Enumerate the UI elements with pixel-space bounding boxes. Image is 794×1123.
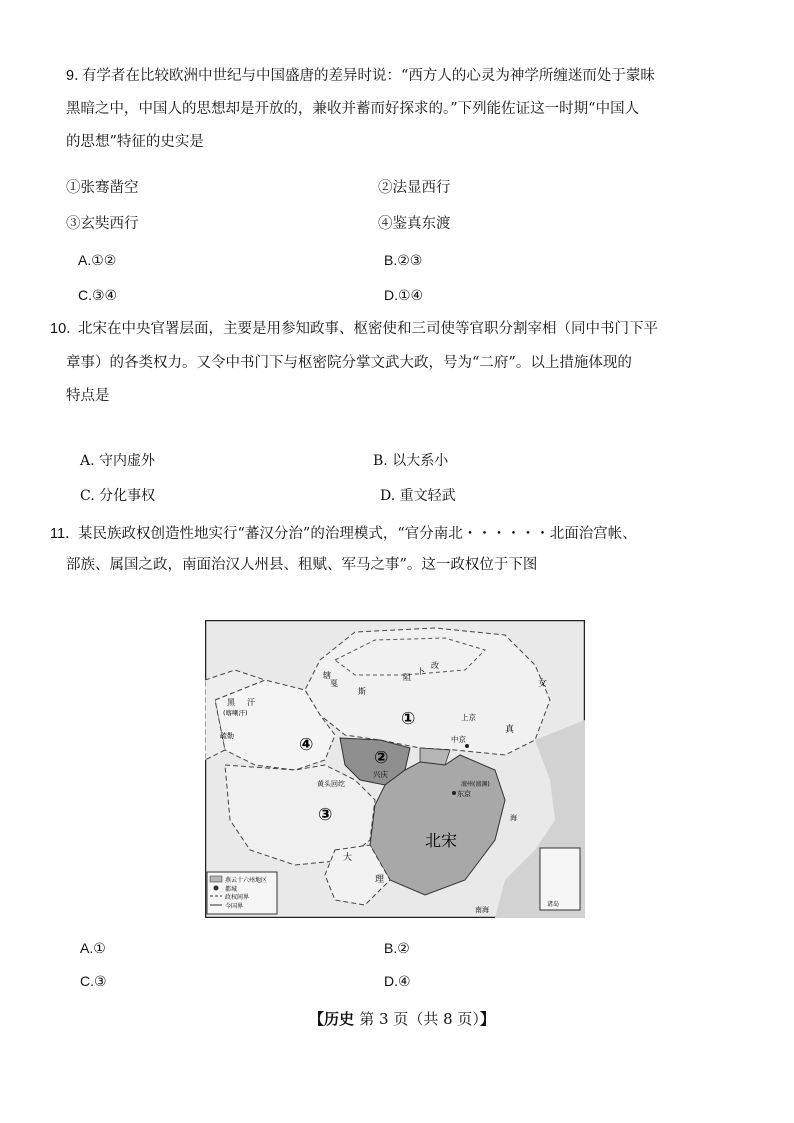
- question-text-line: 章事）的各类权力。又令中书门下与枢密院分掌文武大政，号为“二府”。以上措施体现的: [66, 355, 632, 371]
- question-text-line: 部族、属国之政，南面治汉人州县、租赋、军马之事”。这一政权位于下图: [66, 557, 538, 573]
- circled-label-1: ①: [401, 709, 416, 729]
- place-label: 北宋: [425, 831, 458, 850]
- place-label: 黑: [227, 698, 235, 707]
- historical-map: [205, 620, 585, 918]
- footer-page-number: 第 3 页（共 8 页）: [359, 1010, 480, 1028]
- option-a[interactable]: A.①: [80, 940, 106, 956]
- place-label: 疏勒: [220, 732, 234, 740]
- place-label: 中京: [451, 735, 466, 744]
- place-label: 兴庆: [373, 770, 388, 779]
- option-c[interactable]: C.③: [80, 973, 107, 989]
- option-b[interactable]: B.②: [384, 940, 410, 956]
- legend-label: 都城: [225, 886, 238, 893]
- place-label: 斯: [358, 687, 366, 696]
- place-label: 澶州(澶渊): [461, 781, 490, 788]
- place-label: 理: [375, 875, 385, 885]
- place-label: 黄头回纥: [317, 780, 345, 788]
- place-label: 阻: [403, 673, 411, 682]
- place-label: 东京: [457, 790, 471, 798]
- footer-bracket: 【: [309, 1010, 325, 1028]
- question-number: 9．: [66, 68, 89, 84]
- place-label: 海: [510, 814, 517, 822]
- option-d[interactable]: D. 重文轻武: [380, 488, 456, 504]
- option-a[interactable]: A.①②: [78, 252, 117, 268]
- place-label: 真: [505, 725, 515, 735]
- question-text-line: 北宋在中央官署层面，主要是用参知政事、枢密使和三司使等官职分割宰相（同中书门下平: [78, 321, 658, 337]
- statement-item: ①张骞凿空: [66, 180, 139, 196]
- question-text-line: 黑暗之中，中国人的思想却是开放的，兼收并蓄而好探求的。”下列能佐证这一时期“中国人: [66, 101, 640, 117]
- question-number: 11．: [50, 526, 80, 542]
- statement-item: ②法显西行: [378, 180, 451, 196]
- footer-subject: 历史: [324, 1010, 355, 1028]
- place-label: 戛: [330, 679, 338, 688]
- option-d[interactable]: D.④: [384, 973, 411, 989]
- circled-label-3: ③: [318, 805, 333, 825]
- legend-label: 政权间界: [225, 894, 250, 901]
- place-label: 女: [538, 679, 548, 689]
- question-text-line: 某民族政权创造性地实行“蕃汉分治”的治理模式，“官分南北・・・・・・北面治宫帐、: [78, 526, 637, 542]
- place-label: 汗: [247, 698, 255, 707]
- place-label: 上京: [461, 713, 476, 722]
- circled-label-4: ④: [299, 735, 314, 755]
- footer-bracket: 】: [479, 1010, 495, 1028]
- statement-item: ③玄奘西行: [66, 216, 139, 232]
- place-label: 卜: [417, 667, 425, 676]
- place-label: (喀喇汗): [223, 709, 248, 717]
- legend-label: 今国界: [225, 903, 244, 910]
- question-text-line: 特点是: [66, 388, 110, 404]
- option-c[interactable]: C. 分化事权: [80, 488, 156, 504]
- place-label: 大: [343, 853, 353, 863]
- option-a[interactable]: A. 守内虚外: [80, 453, 156, 469]
- option-b[interactable]: B.②③: [384, 252, 423, 268]
- statement-item: ④鉴真东渡: [378, 216, 451, 232]
- place-label: 南海: [475, 906, 489, 914]
- question-text-line: 的思想”特征的史实是: [66, 134, 204, 150]
- place-label: 辖: [323, 671, 331, 680]
- page-footer: [309, 1008, 495, 1029]
- legend-label: 燕云十六州地区: [225, 877, 268, 884]
- place-label: 改: [431, 661, 439, 670]
- option-b[interactable]: B. 以大系小: [373, 453, 449, 469]
- place-label: 诸岛: [547, 901, 560, 908]
- inset-box: [540, 848, 580, 910]
- question-text-line: 有学者在比较欧洲中世纪与中国盛唐的差异时说：“西方人的心灵为神学所缠迷而处于蒙昧: [82, 68, 655, 84]
- circled-label-2: ②: [374, 748, 389, 768]
- question-number: 10．: [50, 321, 81, 337]
- option-c[interactable]: C.③④: [78, 287, 118, 303]
- option-d[interactable]: D.①④: [384, 287, 424, 303]
